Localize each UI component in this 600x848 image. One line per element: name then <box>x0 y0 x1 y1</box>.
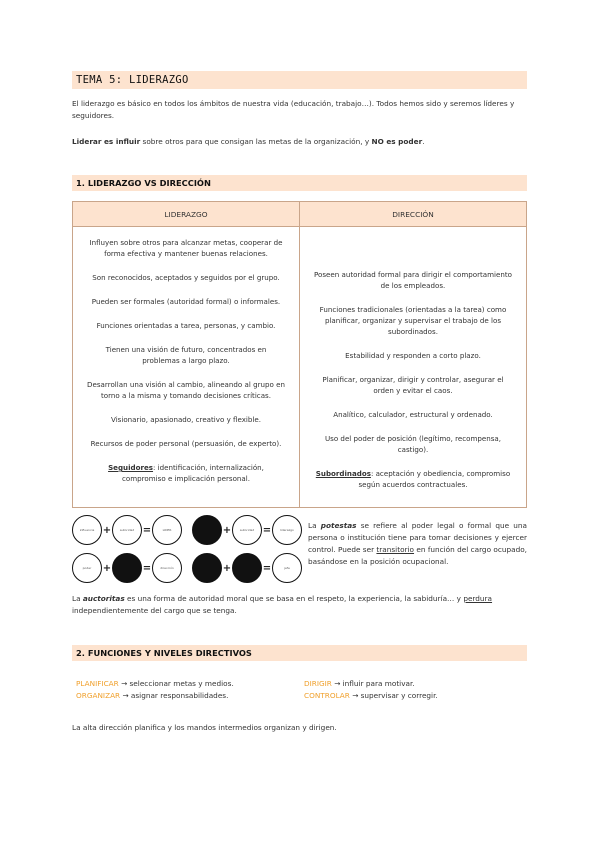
funcion-dirigir <box>304 678 415 689</box>
liderazgo-item: Visionario, apasionado, creativo y flexible. <box>111 415 261 424</box>
direccion-item: Analítico, calculador, estructural y ordenado. <box>333 410 493 419</box>
potestas-underline: transitorio <box>376 545 415 554</box>
equals-sign: = <box>262 562 272 574</box>
seguidores-item <box>87 462 285 484</box>
diagram-row-2 <box>72 552 302 584</box>
potestas-text-b: en función del cargo ocupado, basándose en la posición ocupacional. <box>308 545 527 566</box>
direccion-item: Estabilidad y responden a corto plazo. <box>345 351 481 360</box>
funcion-keyword: CONTROLAR <box>304 691 350 700</box>
potestas-term: potestas <box>320 521 357 530</box>
liderazgo-item: Desarrollan una visión al cambio, alineando al grupo en torno a la misma y tomando decisiones críticas. <box>87 380 285 400</box>
auctoritas-text-b: independientemente del cargo que se tenga. <box>72 606 237 615</box>
closing-paragraph: La alta dirección planifica y los mandos intermedios organizan y dirigen. <box>72 723 337 732</box>
liderazgo-item: Son reconocidos, aceptados y seguidos por el grupo. <box>92 273 280 282</box>
intro-paragraph: El liderazgo es básico en todos los ámbitos de nuestra vida (educación, trabajo…). Todos hemos sido y seremos líderes y seguidores. <box>72 99 515 120</box>
page-title: TEMA 5: LIDERAZGO <box>72 71 527 89</box>
diagram-row-1 <box>72 514 302 546</box>
auctoritas-text-a: es una forma de autoridad moral que se basa en el respeto, la experiencia, la sabiduría… y <box>124 594 464 603</box>
circle-autoridad: autoridad <box>112 515 142 545</box>
circle-filled <box>192 553 222 583</box>
direccion-item: Funciones tradicionales (orientadas a la tarea) como planificar, organizar y supervisar el trabajo de los subordinados. <box>319 305 507 336</box>
auctoritas-term: auctoritas <box>82 594 125 603</box>
circle-filled <box>192 515 222 545</box>
funcion-keyword: PLANIFICAR <box>76 679 119 688</box>
seguidores-text: : identificación, internalización, compromiso e implicación personal. <box>122 463 264 483</box>
liderazgo-item: Recursos de poder personal (persuasión, de experto). <box>90 439 282 448</box>
auctoritas-underline: perdura <box>463 594 493 603</box>
circle-lider: LIDER <box>152 515 182 545</box>
direccion-item: Uso del poder de posición (legítimo, recompensa, castigo). <box>324 434 502 454</box>
definition-end: . <box>422 137 425 146</box>
header-liderazgo: LIDERAZGO <box>73 202 300 227</box>
liderazgo-column <box>73 227 300 508</box>
funcion-planificar <box>76 678 234 689</box>
subordinados-text: : aceptación y obediencia, compromiso según acuerdos contractuales. <box>358 469 511 489</box>
circle-filled <box>232 553 262 583</box>
plus-sign: + <box>222 524 232 536</box>
definition-term: Liderar es influir <box>72 137 141 146</box>
funcion-keyword: DIRIGIR <box>304 679 332 688</box>
circle-jefe: jefe <box>272 553 302 583</box>
equals-sign: = <box>262 524 272 536</box>
funcion-keyword: ORGANIZAR <box>76 691 121 700</box>
direccion-item: Planificar, organizar, dirigir y controlar, asegurar el orden y evitar el caos. <box>322 375 504 395</box>
funcion-text: → influir para motivar. <box>331 679 415 688</box>
circle-direccion: dirección <box>152 553 182 583</box>
circle-poder: poder <box>72 553 102 583</box>
plus-sign: + <box>222 562 232 574</box>
direccion-column <box>300 227 527 508</box>
plus-sign: + <box>102 524 112 536</box>
equals-sign: = <box>142 562 152 574</box>
definition-neg: NO es poder <box>371 137 423 146</box>
funcion-text: → seleccionar metas y medios. <box>118 679 234 688</box>
comparison-table <box>72 201 527 508</box>
liderazgo-item: Pueden ser formales (autoridad formal) o informales. <box>91 297 281 306</box>
seguidores-label: Seguidores <box>108 463 154 472</box>
definition-middle: sobre otros para que consigan las metas de la organización, y <box>140 137 372 146</box>
funcion-controlar <box>304 690 438 701</box>
potestas-text-a: se refiere al poder legal o formal que una persona o institución tiene para tomar decisiones y ejercer control. Puede ser <box>308 521 528 554</box>
auctoritas-pre: La <box>72 594 83 603</box>
auctoritas-paragraph <box>72 593 527 617</box>
circle-influencia: influencia <box>72 515 102 545</box>
liderazgo-item: Funciones orientadas a tarea, personas, y cambio. <box>96 321 276 330</box>
section-2-heading: 2. FUNCIONES Y NIVELES DIRECTIVOS <box>72 645 527 661</box>
circle-filled <box>112 553 142 583</box>
power-diagram <box>72 514 302 586</box>
circle-autoridad-2: autoridad <box>232 515 262 545</box>
funcion-text: → supervisar y corregir. <box>349 691 438 700</box>
section-1-heading: 1. LIDERAZGO VS DIRECCIÓN <box>72 175 527 191</box>
subordinados-item <box>314 468 512 490</box>
funcion-organizar <box>76 690 228 701</box>
equals-sign: = <box>142 524 152 536</box>
circle-liderazgo: liderazgo <box>272 515 302 545</box>
funcion-text: → asignar responsabilidades. <box>120 691 229 700</box>
header-direccion: DIRECCIÓN <box>300 202 527 227</box>
definition-paragraph <box>72 136 527 148</box>
potestas-paragraph <box>308 520 527 568</box>
liderazgo-item: Influyen sobre otros para alcanzar metas, cooperar de forma efectiva y mantener buenas relaciones. <box>89 238 283 258</box>
subordinados-label: Subordinados <box>315 469 371 478</box>
plus-sign: + <box>102 562 112 574</box>
potestas-pre: La <box>308 521 321 530</box>
liderazgo-item: Tienen una visión de futuro, concentrados en problemas a largo plazo. <box>105 345 267 365</box>
direccion-item: Poseen autoridad formal para dirigir el comportamiento de los empleados. <box>314 270 512 290</box>
